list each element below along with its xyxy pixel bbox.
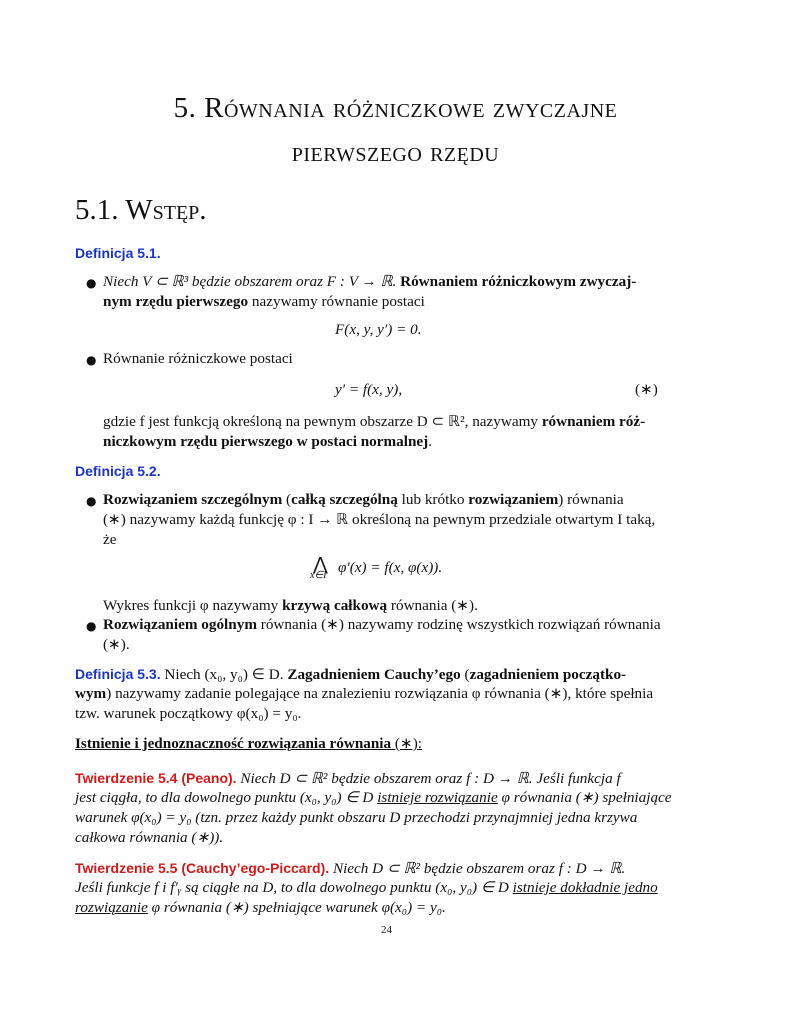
chapter-title-line2: pierwszego rzędu bbox=[291, 136, 500, 168]
thm55-line1: Twierdzenie 5.5 (Cauchy’ego-Piccard). Niech D ⊂ ℝ² będzie obszarem oraz f : D → ℝ. bbox=[75, 860, 626, 877]
existence-heading: Istnienie i jednoznaczność rozwiązania równania (∗): bbox=[75, 735, 422, 752]
thm55-line3: rozwiązanie φ równania (∗) spełniające warunek φ(x₀) = y₀. bbox=[75, 899, 446, 916]
thm54-line4: całkowa równania (∗)). bbox=[75, 829, 224, 846]
def52-bullet2-line1: Rozwiązaniem ogólnym równania (∗) nazywamy rodzinę wszystkich rozwiązań równania bbox=[103, 616, 661, 633]
thm54-line2: jest ciągła, to dla dowolnego punktu (x₀, y₀) ∈ D istnieje rozwiązanie φ równania (∗) spełniające bbox=[75, 789, 672, 806]
def52-bullet2-line2: (∗). bbox=[103, 636, 130, 653]
thm55-line2: Jeśli funkcje f i f′ᵧ są ciągłe na D, to dla dowolnego punktu (x₀, y₀) ∈ D istnieje dokładnie jedno bbox=[75, 879, 658, 896]
bullet: ● bbox=[86, 619, 97, 633]
definition-5-2-label: Definicja 5.2. bbox=[75, 463, 161, 479]
def52-bullet1-line2: (∗) nazywamy każdą funkcję φ : I → ℝ określoną na pewnym przedziale otwartym I taką, bbox=[103, 511, 656, 528]
def53-line2: wym) nazywamy zadanie polegające na znalezieniu rozwiązania φ równania (∗), które spełnia bbox=[75, 685, 654, 702]
chapter-title-line1: 5. Równania różniczkowe zwyczajne bbox=[173, 92, 618, 124]
thm54-line1: Twierdzenie 5.4 (Peano). Niech D ⊂ ℝ² będzie obszarem oraz f : D → ℝ. Jeśli funkcja f bbox=[75, 770, 621, 787]
def52-bullet1-after: Wykres funkcji φ nazywamy krzywą całkową równania (∗). bbox=[103, 597, 478, 614]
thm54-line3: warunek φ(x₀) = y₀ (tzn. przez każdy punkt obszaru D przechodzi przynajmniej jedna krzywa bbox=[75, 809, 638, 826]
def51-bullet2-line1: Równanie różniczkowe postaci bbox=[103, 350, 293, 367]
page-number: 24 bbox=[381, 924, 392, 936]
section-title: 5.1. Wstęp. bbox=[75, 194, 207, 226]
def53-line1: Definicja 5.3. Niech (x₀, y₀) ∈ D. Zagadnieniem Cauchy’ego (zagadnieniem początko- bbox=[75, 666, 627, 683]
equation-tag: (∗) bbox=[635, 381, 658, 398]
bullet: ● bbox=[86, 353, 97, 367]
def51-bullet2-line2: gdzie f jest funkcją określoną na pewnym obszarze D ⊂ ℝ², nazywamy równaniem róż- bbox=[103, 413, 646, 430]
def52-bullet1-line3: że bbox=[103, 531, 117, 548]
def53-line3: tzw. warunek początkowy φ(x₀) = y₀. bbox=[75, 705, 302, 722]
def51-bullet2-line3: niczkowym rzędu pierwszego w postaci normalnej. bbox=[103, 433, 433, 450]
equation-star: y′ = f(x, y), bbox=[335, 381, 403, 398]
def51-bullet1-line2: nym rzędu pierwszego nazywamy równanie postaci bbox=[103, 293, 425, 310]
equation-F: F(x, y, y′) = 0. bbox=[335, 321, 422, 338]
wedge-operator: ⋀ bbox=[313, 554, 328, 574]
wedge-subscript: x∈I bbox=[310, 570, 327, 581]
equation-phi: φ′(x) = f(x, φ(x)). bbox=[338, 559, 443, 576]
def51-bullet1-line1: Niech V ⊂ ℝ³ będzie obszarem oraz F : V → ℝ. Równaniem różniczkowym zwyczaj- bbox=[103, 273, 637, 290]
bullet: ● bbox=[86, 494, 97, 508]
definition-5-1-label: Definicja 5.1. bbox=[75, 245, 161, 261]
def52-bullet1-line1: Rozwiązaniem szczególnym (całką szczególną lub krótko rozwiązaniem) równania bbox=[103, 491, 624, 508]
bullet: ● bbox=[86, 276, 97, 290]
